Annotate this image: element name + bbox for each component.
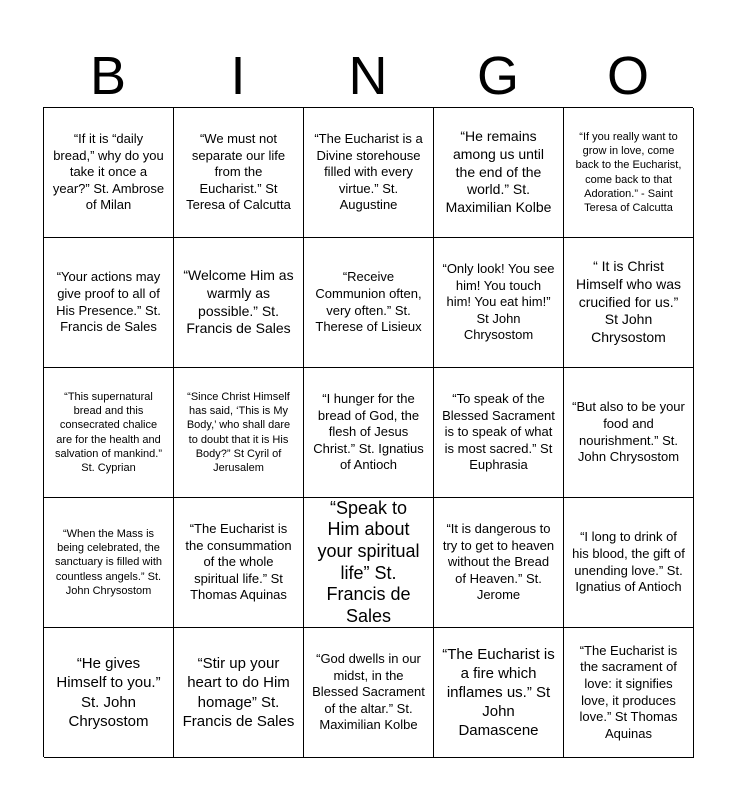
bingo-cell-text: “The Eucharist is the consummation of the whole spiritual life.” St Thomas Aquinas <box>185 520 292 603</box>
header-letter-o: O <box>606 46 649 106</box>
bingo-cell-text: “ It is Christ Himself who was crucified for us.” St John Chrysostom <box>575 257 682 346</box>
bingo-cell-text: “Speak to Him about your spiritual life” St. Francis de Sales <box>317 498 420 626</box>
bingo-cell-text: “The Eucharist is a fire which inflames us.” St John Damascene <box>442 645 555 740</box>
bingo-cell-r1-c4[interactable] <box>434 108 564 238</box>
bingo-cell-r2-c1[interactable] <box>44 238 174 368</box>
bingo-cell-r5-c4[interactable] <box>434 628 564 758</box>
bingo-cell-r1-c2[interactable] <box>174 108 304 238</box>
bingo-cell-r3-c3[interactable] <box>304 368 434 498</box>
bingo-cell-text: “I long to drink of his blood, the gift of unending love.” St. Ignatius of Antioch <box>572 529 685 595</box>
bingo-cell-r4-c4[interactable] <box>434 498 564 628</box>
bingo-cell-r3-c2[interactable] <box>174 368 304 498</box>
bingo-cell-text: “It is dangerous to try to get to heaven without the Bread of Heaven.” St. Jerome <box>442 520 555 603</box>
bingo-cell-r5-c1[interactable] <box>44 628 174 758</box>
bingo-cell-text: “God dwells in our midst, in the Blessed Sacrament of the altar.” St. Maximilian Kolbe <box>312 650 425 733</box>
bingo-cell-text: “The Eucharist is a Divine storehouse filled with every virtue.” St. Augustine <box>314 130 423 213</box>
header-letter-n: N <box>348 46 388 106</box>
bingo-cell-r2-c2[interactable] <box>174 238 304 368</box>
bingo-cell-text: “Only look! You see him! You touch him! You eat him!” St John Chrysostom <box>442 260 555 343</box>
bingo-cell-text: “Receive Communion often, very often.” St. Therese of Lisieux <box>315 269 422 335</box>
bingo-cell-text: “I hunger for the bread of God, the flesh of Jesus Christ.” St. Ignatius of Antioch <box>313 390 424 473</box>
bingo-cell-text: “When the Mass is being celebrated, the sanctuary is filled with countless angels.” St. John Chrysostom <box>55 528 162 597</box>
bingo-cell-r3-c5[interactable] <box>564 368 694 498</box>
bingo-cell-text: “Your actions may give proof to all of His Presence.” St. Francis de Sales <box>56 269 161 335</box>
bingo-cell-text: “This supernatural bread and this consecrated chalice are for the health and salvation of mankind.” St. Cyprian <box>55 391 162 474</box>
bingo-cell-r1-c5[interactable] <box>564 108 694 238</box>
bingo-cell-r4-c5[interactable] <box>564 498 694 628</box>
bingo-cell-r1-c1[interactable] <box>44 108 174 238</box>
bingo-cell-r4-c3[interactable] <box>304 498 434 628</box>
bingo-cell-text: “If you really want to grow in love, come back to the Eucharist, come back to that Adoration.” - Saint Teresa of Calcutta <box>575 131 682 214</box>
header-letter-g: G <box>476 46 519 106</box>
bingo-cell-r3-c4[interactable] <box>434 368 564 498</box>
bingo-cell-r4-c2[interactable] <box>174 498 304 628</box>
bingo-cell-text: “To speak of the Blessed Sacrament is to speak of what is most sacred.” St Euphrasia <box>442 390 555 473</box>
bingo-cell-r1-c3[interactable] <box>304 108 434 238</box>
bingo-cell-text: “We must not separate our life from the Eucharist.” St Teresa of Calcutta <box>186 130 291 213</box>
bingo-header <box>43 40 693 108</box>
bingo-cell-text: “Stir up your heart to do Him homage” St. Francis de Sales <box>182 655 295 730</box>
bingo-cell-text: “He gives Himself to you.” St. John Chrysostom <box>56 655 161 730</box>
bingo-cell-r2-c5[interactable] <box>564 238 694 368</box>
bingo-cell-text: “Welcome Him as warmly as possible.” St. Francis de Sales <box>183 266 294 337</box>
bingo-card-grid <box>43 107 693 757</box>
header-letter-b: B <box>89 46 127 106</box>
header-letter-i: I <box>230 46 246 106</box>
bingo-cell-text: “If it is “daily bread,” why do you take it once a year?” St. Ambrose of Milan <box>52 130 165 213</box>
bingo-cell-r5-c3[interactable] <box>304 628 434 758</box>
bingo-cell-text: “Since Christ Himself has said, ‘This is My Body,’ who shall dare to doubt that it is His Body?” St Cyril of Jerusalem <box>186 391 291 474</box>
bingo-cell-r3-c1[interactable] <box>44 368 174 498</box>
bingo-cell-r2-c4[interactable] <box>434 238 564 368</box>
bingo-cell-text: “But also to be your food and nourishment.” St. John Chrysostom <box>572 399 685 465</box>
bingo-cell-text: “He remains among us until the end of the world.” St. Maximilian Kolbe <box>445 127 552 216</box>
bingo-cell-r5-c5[interactable] <box>564 628 694 758</box>
bingo-cell-text: “The Eucharist is the sacrament of love: it signifies love, it produces love.” St Thomas Aquinas <box>579 642 678 741</box>
bingo-cell-r2-c3[interactable] <box>304 238 434 368</box>
bingo-cell-r5-c2[interactable] <box>174 628 304 758</box>
bingo-cell-r4-c1[interactable] <box>44 498 174 628</box>
